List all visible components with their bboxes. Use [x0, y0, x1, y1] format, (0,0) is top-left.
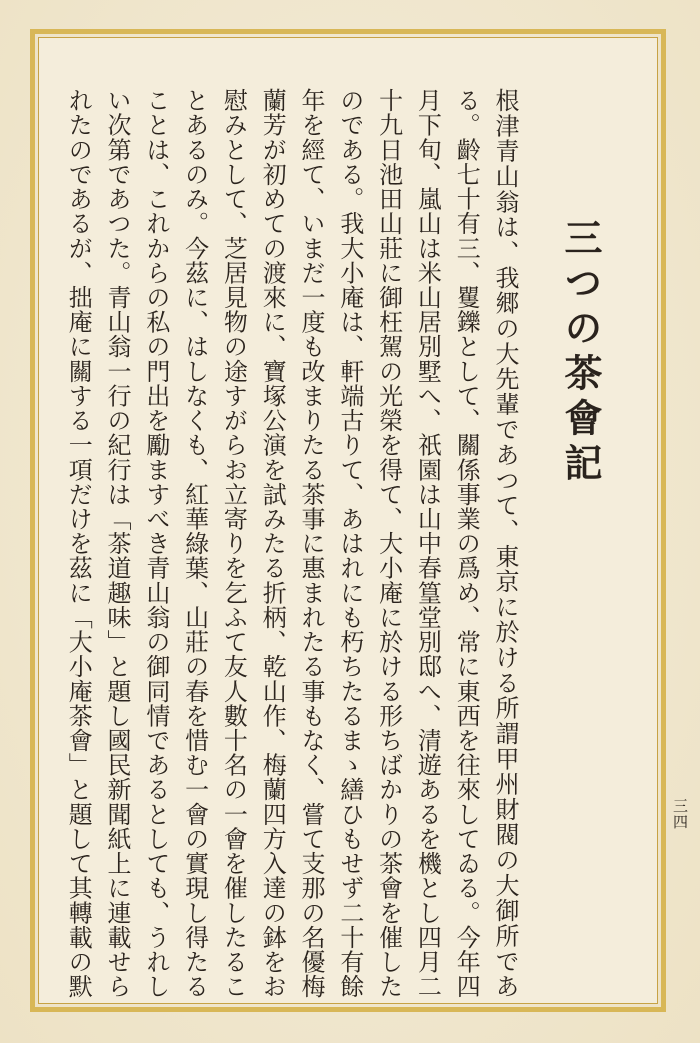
chapter-title: 三つの茶會記 — [558, 218, 603, 488]
body-column: い次第であつた。青山翁一行の紀行は「茶道趣味」と題し國民新聞紙上に連載せら — [103, 88, 132, 998]
body-text — [58, 88, 524, 998]
body-column: 十九日池田山莊に御枉駕の光榮を得て、大小庵に於ける形ちばかりの茶會を催した — [374, 88, 403, 998]
body-column: 月下旬、嵐山は米山居別墅へ、祇園は山中春篁堂別邸へ、清遊あるを機とし四月二 — [413, 88, 442, 998]
page-number: 三四 — [671, 798, 689, 830]
body-column: のである。我大小庵は、軒端古りて、あはれにも朽ちたるまゝ繕ひもせず二十有餘 — [335, 88, 364, 998]
body-column: ことは、これからの私の門出を勵ますべき青山翁の御同情であるとしても、うれし — [141, 88, 170, 998]
body-column: れたのであるが、拙庵に關する一項だけを茲に「大小庵茶會」と題して其轉載の默 — [64, 88, 93, 998]
body-column: 蘭芳が初めての渡來に、寶塚公演を試みたる折柄、乾山作、梅蘭四方入達の鉢をお — [258, 88, 287, 998]
body-column: る。齡七十有三、矍鑠として、關係事業の爲め、常に東西を往來してゐる。今年四 — [452, 88, 481, 998]
body-column: 慰みとして、芝居見物の途すがらお立寄りを乞ふて友人數十名の一會を催したるこ — [219, 88, 248, 998]
body-column: 根津青山翁は、我郷の大先輩であつて、東京に於ける所謂甲州財閥の大御所であ — [491, 88, 519, 998]
body-column: とあるのみ。今茲に、はしなくも、紅華綠葉、山莊の春を惜む一會の實現し得たる — [180, 88, 209, 998]
body-column: 年を經て、いまだ一度も改まりたる茶事に惠まれたる事もなく、嘗て支那の名優梅 — [297, 88, 326, 998]
